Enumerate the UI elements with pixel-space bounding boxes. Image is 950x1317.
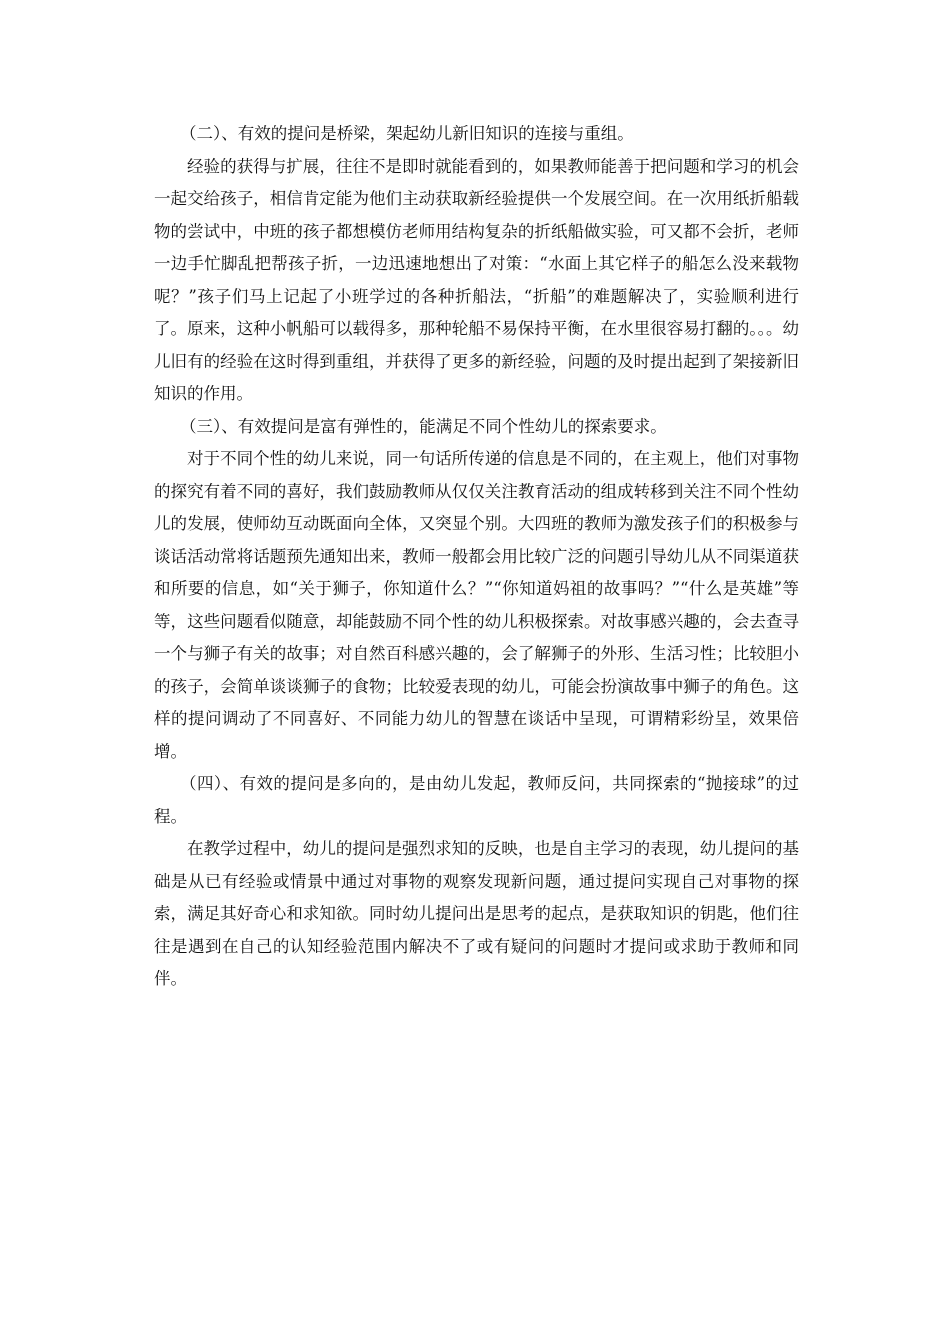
body-paragraph-1: 经验的获得与扩展，往往不是即时就能看到的，如果教师能善于把问题和学习的机会一起交给孩子，相信肯定能为他们主动获取新经验提供一个发展空间。在一次用纸折船载物的尝试中，中班的孩子都想模仿老师用结构复杂的折纸船做实验，可又都不会折，老师一边手忙脚乱把帮孩子折，一边迅速地想出了对策：“水面上其它样子的船怎么没来载物呢？”孩子们马上记起了小班学过的各种折船法，“折船”的难题解决了，实验顺利进行了。原来，这种小帆船可以载得多，那种轮船不易保持平衡，在水里很容易打翻的。。。幼儿旧有的经验在这时得到重组，并获得了更多的新经验，问题的及时提出起到了架接新旧知识的作用。 [154, 156, 799, 403]
section-heading-2: （二）、有效的提问是桥梁，架起幼儿新旧知识的连接与重组。 [180, 124, 634, 143]
document-page [154, 118, 799, 996]
section-heading-3: （三）、有效提问是富有弹性的，能满足不同个性幼儿的探索要求。 [180, 416, 667, 436]
section-heading-4: （四）、有效的提问是多向的，是由幼儿发起，教师反问，共同探索的“抛接球”的过程。 [154, 774, 799, 826]
body-paragraph-2: 对于不同个性的幼儿来说，同一句话所传递的信息是不同的，在主观上，他们对事物的探究有着不同的喜好，我们鼓励教师从仅仅关注教育活动的组成转移到关注不同个性幼儿的发展，使师幼互动既面向全体，又突显个别。大四班的教师为激发孩子们的积极参与谈话活动常将话题预先通知出来，教师一般都会用比较广泛的问题引导幼儿从不同渠道获和所要的信息，如“关于狮子，你知道什么？”“你知道妈祖的故事吗？”“什么是英雄”等等，这些问题看似随意，却能鼓励不同个性的幼儿积极探索。对故事感兴趣的，会去查寻一个与狮子有关的故事；对自然百科感兴趣的，会了解狮子的外形、生活习性；比较胆小的孩子，会简单谈谈狮子的食物；比较爱表现的幼儿，可能会扮演故事中狮子的角色。这样的提问调动了不同喜好、不同能力幼儿的智慧在谈话中呈现，可谓精彩纷呈，效果倍增。 [154, 449, 799, 761]
body-paragraph-3: 在教学过程中，幼儿的提问是强烈求知的反映，也是自主学习的表现，幼儿提问的基础是从已有经验或情景中通过对事物的观察发现新问题，通过提问实现自己对事物的探索，满足其好奇心和求知欲。同时幼儿提问出是思考的起点，是获取知识的钥匙，他们往往是遇到在自己的认知经验范围内解决不了或有疑问的问题时才提问或求助于教师和同伴。 [154, 839, 799, 988]
